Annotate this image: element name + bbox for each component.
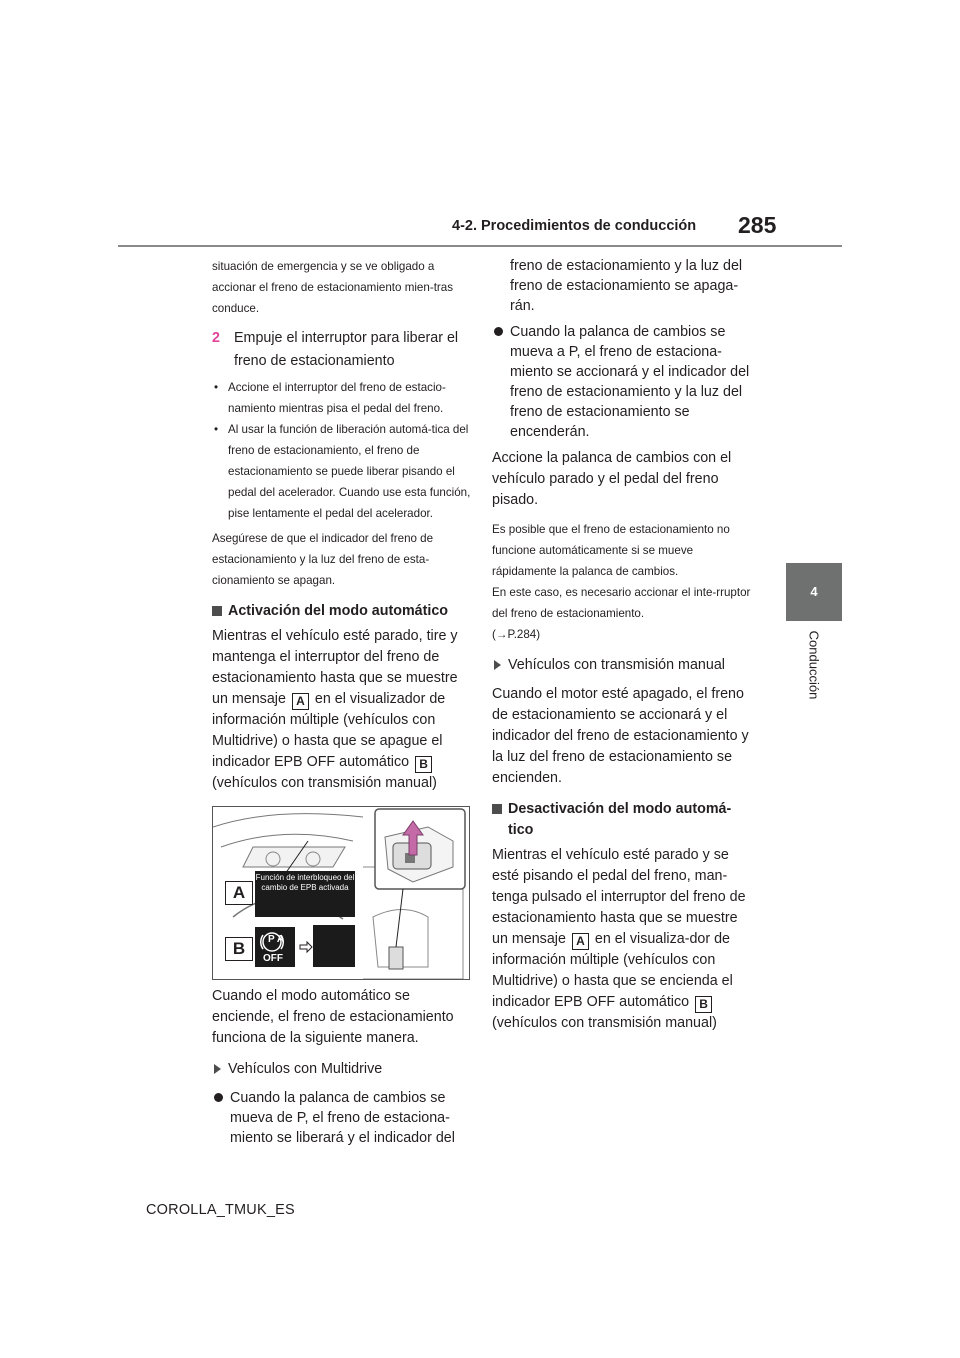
heading-text: Activación del modo automático [228,603,449,619]
heading-auto-on [212,601,474,622]
auto-on-text-b: en el visualizador de información múltiple (vehículos con Multidrive) o hasta que se apague el indicador EPB OFF automático [212,691,446,770]
right-column [492,256,752,1034]
heading-auto-off-text: Desactivación del modo automá-tico [508,801,732,838]
chapter-label [786,615,842,715]
square-bullet-icon [492,804,502,814]
page-reference[interactable]: (→P.284) [492,628,541,641]
sub-multidrive [212,1059,474,1080]
label-b-box: B [415,756,432,773]
step-2 [212,327,474,373]
auto-off-paragraph [492,845,752,1034]
mid-display-message: Función de interbloqueo del cambio de EPB activada [255,871,355,917]
section-title: 4-2. Procedimientos de conducción [452,218,697,234]
step-text: Empuje el interruptor para liberar el freno de estacionamiento [234,330,459,369]
step-bullet-2: • Al usar la función de liberación automá-tica del freno de estacionamiento, el freno de estacionamiento se puede liberar pisando el pedal del acelerador. Cuando use esta función, pise lentamente el pedal del acelerador. [212,419,474,524]
bullet-shift-out-of-p [212,1088,474,1148]
triangle-bullet-icon [214,1064,221,1074]
triangle-bullet-icon [494,660,501,670]
bullet-continued [492,256,752,316]
figure-label-b: B [225,937,253,961]
chapter-tab[interactable]: 4 [786,563,842,621]
bullet-shift-to-p [492,322,752,442]
figure-label-a: A [225,881,253,905]
auto-on-paragraph [212,626,474,794]
epb-off-text: OFF [263,953,283,964]
auto-on-text-a: Mientras el vehículo esté parado, tire y mantenga el interruptor del freno de estacionamiento hasta que se muestre un mensaje [212,628,458,707]
sub-manual [492,655,752,676]
sub-multidrive-text: Vehículos con Multidrive [228,1061,383,1077]
bullet-shift-to-p-text: Cuando la palanca de cambios se mueva a P, el freno de estaciona-miento se accionará y el indicador del freno de estacionamiento y la luz del freno de estacionamiento se encenderán. [510,324,750,440]
step-number: 2 [212,330,220,346]
chapter-label-text: Conducción [806,630,822,700]
page-number: 285 [738,212,777,238]
operate-paragraph: Accione la palanca de cambios con el vehículo parado y el pedal del freno pisado. [492,450,732,508]
sub-manual-text: Vehículos con transmisión manual [508,657,725,673]
label-a-box-2: A [572,933,589,950]
intro-text: situación de emergencia y se ve obligado a accionar el freno de estacionamiento mien-tras conduce. [212,260,454,315]
auto-on-text-c: (vehículos con transmisión manual) [212,775,437,791]
header-rule [118,245,842,247]
confirm-note: Asegúrese de que el indicador del freno de estacionamiento y la luz del freno de esta-cionamiento se apagan. [212,532,434,587]
epb-letters: P A [268,934,285,945]
auto-off-text-c: (vehículos con transmisión manual) [492,1015,717,1031]
bullet-shift-text: Cuando la palanca de cambios se mueva de P, el freno de estaciona-miento se liberará y el indicador del [230,1090,455,1146]
indicator-off-display [313,925,355,967]
step-bullet-1: • Accione el interruptor del freno de estacio-namiento mientras pisa el pedal del freno. [212,377,474,419]
manual-paragraph: Cuando el motor esté apagado, el freno de estacionamiento se accionará y el indicador del freno de estacionamiento y la luz del freno de estacionamiento se encienden. [492,686,749,786]
round-bullet-icon [214,1093,223,1102]
warning-small-2: En este caso, es necesario accionar el inte-rruptor del freno de estacionamiento. [492,586,751,620]
arrow-right-icon [299,940,313,954]
left-column [212,256,474,1148]
label-a-box: A [292,693,309,710]
footer-code: COROLLA_TMUK_ES [146,1202,295,1218]
epb-off-indicator [255,927,295,967]
label-b-box-2: B [695,996,712,1013]
auto-off-text-a: Mientras el vehículo esté parado y se esté pisando el pedal del freno, man-tenga pulsado el interruptor del freno de estacionamiento hasta que se muestre un mensaje [492,847,746,947]
auto-off-text-b: en el visualiza-dor de información múltiple (vehículos con Multidrive) o hasta que se encienda el indicador EPB OFF automático [492,931,733,1010]
round-bullet-icon [494,327,503,336]
dashboard-figure [212,806,470,980]
bullet-continued-text: freno de estacionamiento y la luz del freno de estacionamiento se apaga-rán. [510,258,743,314]
warning-small-1: Es posible que el freno de estacionamiento no funcione automáticamente si se mueve rápidamente la palanca de cambios. [492,523,730,578]
heading-auto-off [492,799,752,841]
square-bullet-icon [212,606,222,616]
after-figure-text: Cuando el modo automático se enciende, el freno de estacionamiento funciona de la siguiente manera. [212,988,454,1046]
